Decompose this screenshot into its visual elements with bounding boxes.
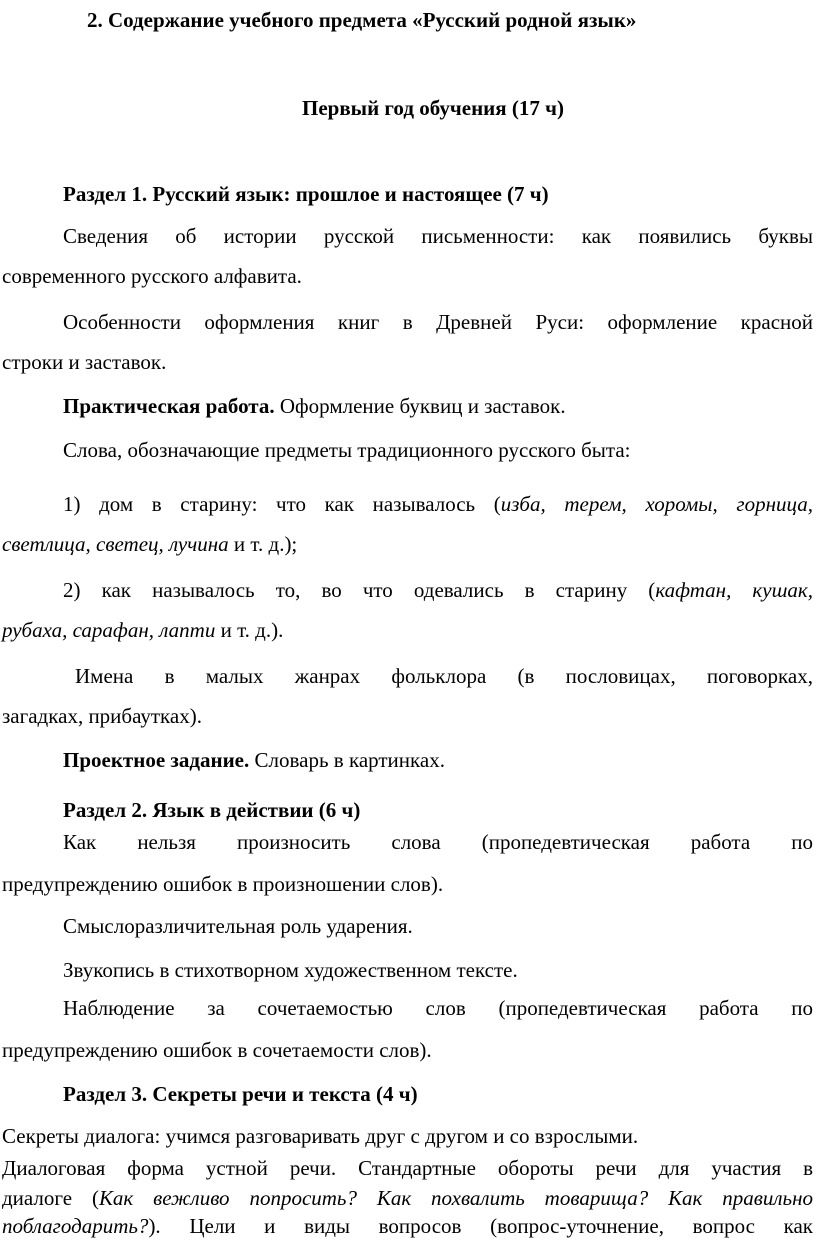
practical-work-text: Оформление буквиц и заставок. <box>274 394 566 418</box>
year-heading: Первый год обучения (17 ч) <box>302 96 564 120</box>
section-2-paragraph-1-line-2: предупреждению ошибок в произношении слов). <box>2 872 444 896</box>
folklore-names-line-2: загадках, прибаутках). <box>2 704 202 728</box>
section-3-line-2: Диалоговая форма устной речи. Стандартные обороты речи для участия в <box>2 1156 813 1180</box>
practical-work-paragraph <box>63 392 566 420</box>
section-3-line-4-example: поблагодарить? <box>2 1214 149 1238</box>
section-3-line-4 <box>2 1212 813 1240</box>
list-item-2-examples-cont: рубаха, сарафан, лапти <box>2 618 216 642</box>
practical-work-label: Практическая работа. <box>63 394 275 418</box>
section-1-paragraph-2-line-2: строки и заставок. <box>2 350 167 374</box>
section-2-heading: Раздел 2. Язык в действии (6 ч) <box>63 798 361 822</box>
section-1-paragraph-1-line-2: современного русского алфавита. <box>2 264 302 288</box>
section-3-line-3-prefix: диалоге ( <box>2 1186 99 1210</box>
project-task-label: Проектное задание. <box>63 748 250 772</box>
section-3-line-3 <box>2 1184 813 1212</box>
list-item-2-prefix: 2) как называлось то, во что одевались в старину ( <box>63 578 656 602</box>
section-2-paragraph-1-line-1: Как нельзя произносить слова (пропедевтическая работа по <box>63 830 813 854</box>
section-2-paragraph-4-line-1: Наблюдение за сочетаемостью слов (пропедевтическая работа по <box>63 996 813 1020</box>
list-item-2-suffix: и т. д.). <box>215 618 284 642</box>
list-item-2-line-1 <box>63 576 813 604</box>
list-item-1-suffix: и т. д.); <box>228 532 298 556</box>
list-item-1-examples-cont: светлица, светец, лучина <box>2 532 229 556</box>
section-1-heading: Раздел 1. Русский язык: прошлое и настоящее (7 ч) <box>63 182 549 206</box>
section-1-paragraph-2-line-1: Особенности оформления книг в Древней Руси: оформление красной <box>63 310 813 334</box>
project-task-text: Словарь в картинках. <box>249 748 445 772</box>
section-1-paragraph-1-line-1: Сведения об истории русской письменности: как появились буквы <box>63 224 813 248</box>
section-3-line-1: Секреты диалога: учимся разговаривать друг с другом и со взрослыми. <box>2 1124 639 1148</box>
list-item-1-prefix: 1) дом в старину: что как называлось ( <box>63 492 501 516</box>
list-item-1-examples: изба, терем, хоромы, горница, <box>500 492 813 516</box>
section-2-paragraph-4-line-2: предупреждению ошибок в сочетаемости слов). <box>2 1038 432 1062</box>
page-title: 2. Содержание учебного предмета «Русский родной язык» <box>87 8 637 32</box>
list-item-2-line-2 <box>2 616 283 644</box>
section-3-heading: Раздел 3. Секреты речи и текста (4 ч) <box>63 1082 418 1106</box>
section-2-paragraph-2: Смыслоразличительная роль ударения. <box>63 914 413 938</box>
list-item-1-line-1 <box>63 490 813 518</box>
section-2-paragraph-3: Звукопись в стихотворном художественном тексте. <box>63 958 518 982</box>
folklore-names-line-1: Имена в малых жанрах фольклора (в пословицах, поговорках, <box>75 664 813 688</box>
list-item-1-line-2 <box>2 530 297 558</box>
section-3-line-4-text: ). Цели и виды вопросов (вопрос-уточнение, вопрос как <box>148 1214 813 1238</box>
words-intro: Слова, обозначающие предметы традиционного русского быта: <box>63 438 631 462</box>
section-3-line-3-examples: Как вежливо попросить? Как похвалить товарища? Как правильно <box>98 1186 813 1210</box>
list-item-2-examples: кафтан, кушак, <box>655 578 814 602</box>
project-task-paragraph <box>63 746 445 774</box>
